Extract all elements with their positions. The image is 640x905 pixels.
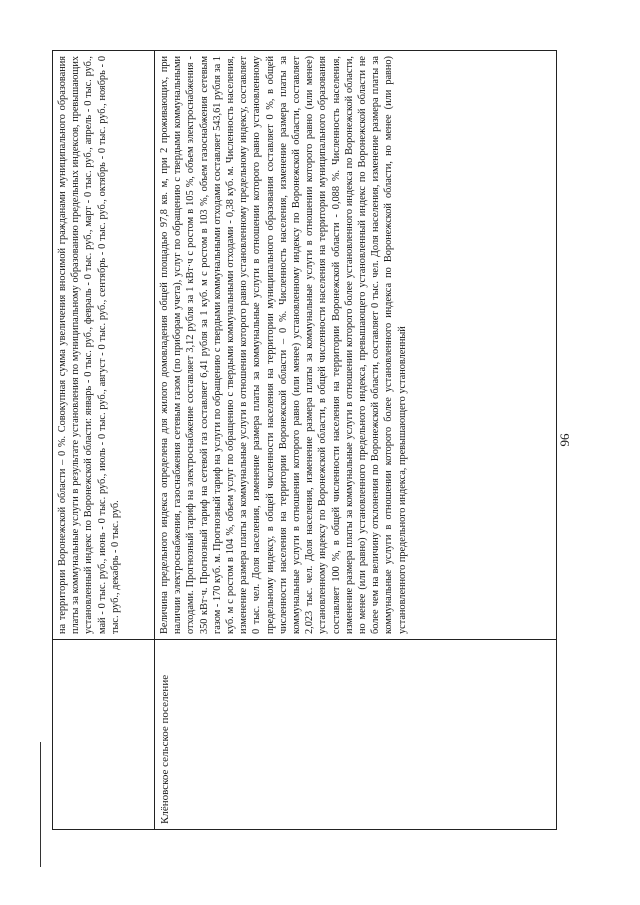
page-number: 96 [557,433,572,447]
index-description: Величина предельного индекса определена для жилого домовладения общей площадью 97,8 кв. м, при 2 проживающих, при наличии электроснабжения, газоснабжения сетевым газом (по приборам учета), услуг по обращению с твердыми коммунальными отходами. Прогнозный тариф на электроснабжение составляет 3,12 рубля за 1 кВт·ч с ростом в 105 %, объем электроснабжения - 350 кВт·ч. Прогнозный тариф на сетевой газ составляет 6,41 рубля за 1 куб. м с ростом в 103 %, объем газоснабжения сетевым газом - 170 куб. м. Прогнозный тариф на услуги по обращению с твердыми коммунальными отходами составляет 543,61 рубля за 1 куб. м с ростом в 104 %, объем услуг по обращению с твердыми коммунальными отходами - 0,38 куб. м. Численность населения, изменение размера платы за коммунальные услуги в отношении которого равно установленному предельному индексу, составляет 0 тыс. чел. Доля населения, изменение размера платы за коммунальные услуги в отношении которого равно установленному предельному индексу, в общей численности населения на территории муниципального образования составляет 0 %, в общей численности населения на территории Воронежской области – 0 %. Численность населения, изменение размера платы за коммунальные услуги в отношении которого равно (или менее) установленному индексу по Воронежской области, составляет 2,023 тыс. чел. Доля населения, изменение размера платы за коммунальные услуги в отношении которого равно (или менее) установленному индексу по Воронежской области, в общей численности населения на территории муниципального образования составляет 100 %, в общей численности населения на территории Воронежской области - 0,088 %. Численность населения, изменение размера платы за коммунальные услуги в отношении которого более установленного индекса по Воронежской области, но менее (или равно) установленного предельного индекса, превышающего установленный индекс по Воронежской области не более чем на величину отклонения по Воронежской области, составляет 0 тыс. чел. Доля населения, изменение размера платы за коммунальные услуги в отношении которого более установленного индекса по Воронежской области, но менее (или равно) установленного предельного индекса, превышающего установленный [159,56,408,634]
table-row [155,51,557,830]
index-description-cell [155,51,557,640]
tariff-table [52,50,557,830]
rotated-page [52,50,612,830]
table-row [53,51,155,830]
municipality-name-cell [53,640,155,830]
municipality-name: Клёновское сельское поселение [159,674,171,824]
municipality-name-cell [155,640,557,830]
index-description-cell [53,51,155,640]
footnote-separator [40,742,41,867]
index-description: на территории Воронежской области – 0 %. Совокупная сумма увеличения вносимой гражданами муниципального образования платы за коммунальные услуги в результате установления по муниципальному образованию предельных индексов, превышающих установленный индекс по Воронежской области: январь - 0 тыс. руб., февраль - 0 тыс. руб., март - 0 тыс. руб., апрель - 0 тыс. руб., май - 0 тыс. руб., июнь - 0 тыс. руб., июль - 0 тыс. руб., август - 0 тыс. руб., сентябрь - 0 тыс. руб., октябрь - 0 тыс. руб., ноябрь - 0 тыс. руб., декабрь - 0 тыс. руб. [57,56,121,634]
